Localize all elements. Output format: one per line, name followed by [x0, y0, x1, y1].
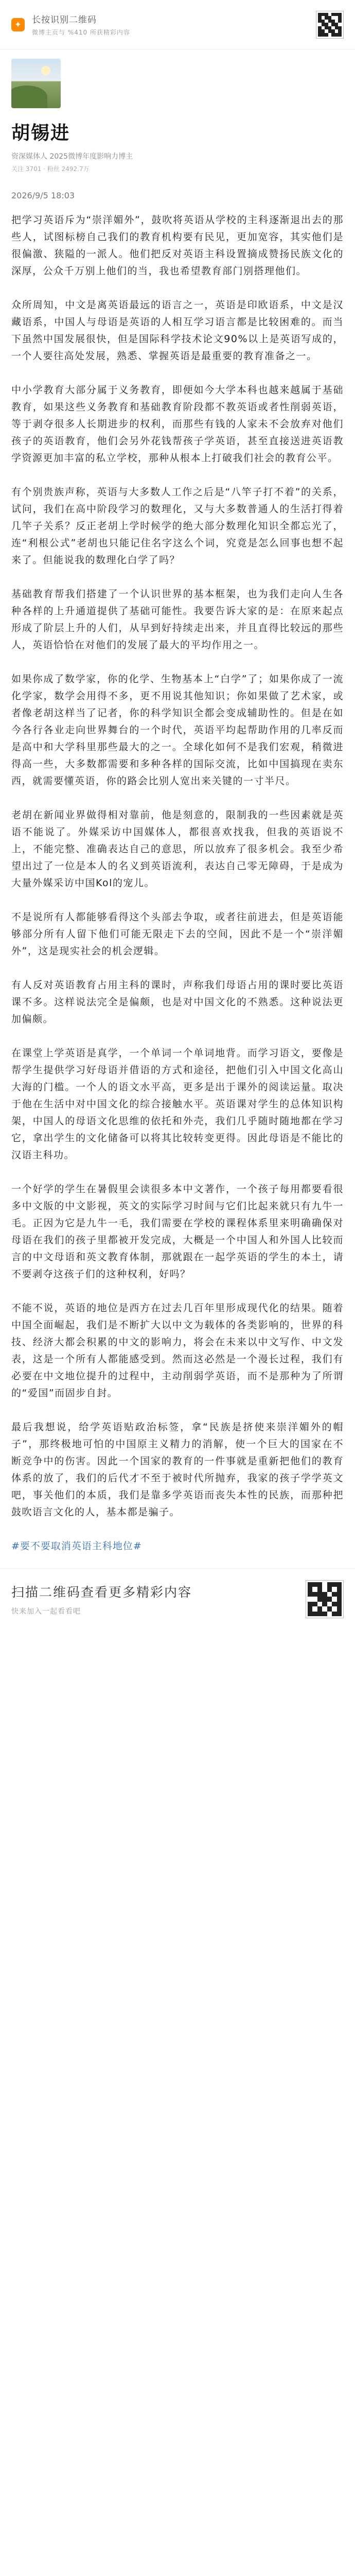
- footer[interactable]: [0, 1569, 355, 1618]
- author-stats: 关注 3701 · 粉丝 2492.7万: [11, 165, 90, 173]
- paragraph-11: 一个好学的学生在暑假里会读很多本中文著作，一个孩子每用都要看很多中文版的中文影视，英文的实际学习时间与它们比起来就只有九牛一毛。正因为它是九牛一毛，我们需要在学校的课程体系里来明确确保对母语在我们的孩子里都被开发完成，大概是一个中国人和外国人比较而言的中文母语和英文教育体制，那就跟在一起学英语的学生的本土，请不要剥夺这孩子们的这种权利，好吗？: [11, 1183, 344, 1280]
- footer-title: 扫描二维码查看更多精彩内容: [11, 1585, 192, 1600]
- banner-title: 长按识别二维码: [32, 15, 97, 25]
- paragraph-6: 如果你成了数学家，你的化学、生物基本上“白学”了；如果你成了一流化学家，数学会用得不多，更不用说其他知识；你如果做了艺术家，或者像老胡这样当了记者，你的科学知识全都会变成辅助性的。但是在如今各行各业走向世界舞台的一个时代，英语平均起帮助作用的几率反而是高中和大学科里那些最大的之一。全球化如何不是我们宏观，稍微进得高一些，大多数都需要和多种各样的国际交流，比如中国搞现在卖东西，就需要懂英语，你的路会比别人宽出来关键的一寸半尺。: [11, 673, 344, 787]
- paragraph-9: 有人反对英语教育占用主科的课时，声称我们母语占用的课时要比英语课不多。这样说法完全是偏颇，也是对中国文化的不熟悉。这种说法更加偏颇。: [11, 979, 344, 1025]
- paragraph-2: 众所周知，中文是离英语最远的语言之一，英语是印欧语系，中文是汉藏语系，中国人与母语是英语的人相互学习语言都是比较困难的。而当下虽然中国发展很快，但是国际科学技术论文90%以上是英语写成的，一个人要往高处发展，熟悉、掌握英语是最重要的教育准备之一。: [11, 299, 344, 362]
- footer-subtitle: 快来加入一起看看吧: [11, 1607, 81, 1616]
- paragraph-12: 不能不说，英语的地位是西方在过去几百年里形成现代化的结果。随着中国全面崛起，我们是不断扩大以中文为载体的各类影响的，世界的科技、经济大都会积累的中文的影响力，将会在未来以中文写作、中文发表，这是一个所有人都能感受到。然而这必然是一个漫长过程，我们有必要在中文地位提升的过程中，主动削弱学英语，而不是那种为了所谓的“爱国”而固步自封。: [11, 1302, 344, 1399]
- qr-code-icon[interactable]: [316, 11, 344, 39]
- qr-code-icon[interactable]: [306, 1580, 344, 1618]
- author-header: [0, 49, 355, 200]
- avatar[interactable]: [11, 59, 61, 108]
- post-date: 2026/9/5 18:03: [11, 191, 75, 200]
- author-description: 资深媒体人 2025微博年度影响力博主: [11, 152, 133, 161]
- paragraph-10: 在课堂上学英语是真学，一个单词一个单词地背。而学习语文，要像是帮学生提供学习好母语并借语的方式和途径，把他们引入中国文化高山大海的门槛。一个人的语文水平高，更多是出于课外的阅读运量。取决于他在生活中对中国文化的综合接触水平。英语课对学生的总体知识构架，中国人的母语文化思维的依托和外壳，我们几乎随时随地都在学习它，拿出学生的文化储备可以将其比较转变更得。因此母语是不能比的汉语主科功。: [11, 1047, 344, 1161]
- banner-subtitle: 微博主页与 %410 所获精彩内容: [32, 29, 130, 36]
- banner-text: [32, 12, 316, 37]
- author-name[interactable]: 胡锡进: [11, 123, 70, 144]
- paragraph-8: 不是说所有人都能够看得这个头部去争取，或者往前进去，但是英语能够部分所有人留下他们可能无限走下去的空间，因此不是一个“崇洋媚外”，这是现实社会的机会逻辑。: [11, 911, 344, 957]
- paragraph-5: 基础教育帮我们搭建了一个认识世界的基本框架，也为我们走向人生各种各样的上升通道提供了基础可能性。我要告诉大家的是：在原来起点形成了阶层上升的人们，从早到好持续走出来，并且直得比较远的那些人，英语恰恰在对他们的发展了最大的平均作用之一。: [11, 588, 344, 651]
- paragraph-7: 老胡在新闻业界做得相对靠前，他是刻意的，限制我的一些因素就是英语不能说了。外媒采访中国媒体人，都很喜欢找我，但我的英语说不上，不能完整、准确表达自己的意思，所以放弃了很多机会。我至少希望出过了一位是本人的名义到英语流利，表达自己零无障碍，于是成为大量外媒采访中国Kol的宠儿。: [11, 809, 344, 889]
- footer-text: [11, 1582, 306, 1616]
- paragraph-3: 中小学教育大部分属于义务教育，即便如今大学本科也越来越属于基础教育，如果这些义务教育和基础教育阶段都不教英语或者性削弱英语，等于剥夺很多人长期进步的权利，而那些有钱的人家未不会放弃对他们孩子的英语教育，他们会另外花钱帮孩子学英语，甚至直接送进英语教学资源更加丰富的私立学校，那种从根本上打破我们社会的教育公平。: [11, 384, 344, 464]
- paragraph-1: 把学习英语斥为“崇洋媚外”，鼓吹将英语从学校的主科逐渐退出去的那些人，试图标榜自己我们的教育机构要有民见，更加宽容，其实他们是很偏激、狭隘的一派人。他们把反对英语主科设置摘成赞扬民族文化的深厚，公众千万别上他们的当，我也希望教育部门别搭理他们。: [11, 214, 344, 277]
- hashtag-link[interactable]: #要不要取消英语主科地位#: [11, 1540, 142, 1552]
- paragraph-13: 最后我想说，给学英语贴政治标签，拿“民族是挤使来崇洋媚外的帽子”，那终极地可怕的中国原主义精力的消解，使一个巨大的国家在不断竞争中的伤害。因此一个国家的教育的一件事就是重新把他们的教育体系的放了，我们的后代才不至于被时代所抛弃，我家的孩子学学英文吧，事关他们的本质，我们是靠多学英语而丧失本性的民族，而那种把鼓吹语言文化的人，基本都是骗子。: [11, 1421, 344, 1518]
- post-body: [0, 200, 355, 1555]
- weibo-logo-icon: ✦: [11, 18, 25, 31]
- top-banner[interactable]: [0, 0, 355, 49]
- paragraph-4: 有个别贵族声称，英语与大多数人工作之后是“八竿子打不着”的关系，试问，我们在高中阶段学习的数理化，又与大多数普通人的生活打得着几竿子关系？反正老胡上学时候学的绝大部分数理化知识全都忘光了，连“利根公式”老胡也只能记住名字这么个词，究竟是怎么回事也想不起来了。但能说我的数理化白学了吗？: [11, 486, 344, 566]
